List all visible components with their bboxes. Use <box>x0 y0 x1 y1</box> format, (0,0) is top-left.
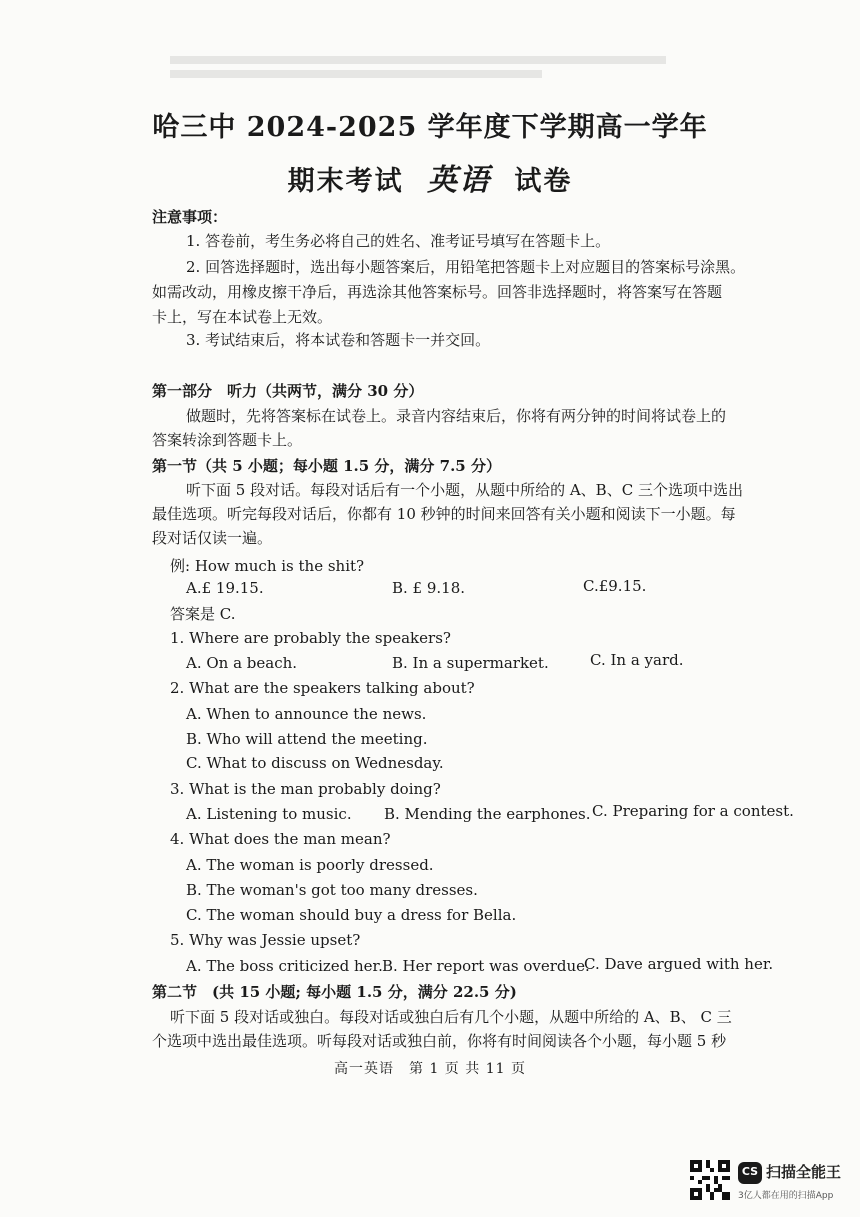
notes-item-1: 1. 答卷前，考生务必将自己的姓名、准考证号填写在答题卡上。 <box>186 232 611 250</box>
q2-option-b: B. Who will attend the meeting. <box>186 730 428 748</box>
section1-heading: 第一节（共 5 小题；每小题 1.5 分，满分 7.5 分） <box>152 457 501 475</box>
q4-option-b: B. The woman's got too many dresses. <box>186 881 478 899</box>
part1-intro-line-1: 做题时，先将答案标在试卷上。录音内容结束后，你将有两分钟的时间将试卷上的 <box>186 407 727 425</box>
example-option-a: A.£ 19.15. <box>186 579 264 597</box>
question-1: 1. Where are probably the speakers? <box>170 629 451 647</box>
scanner-watermark <box>690 1160 850 1204</box>
q4-option-a: A. The woman is poorly dressed. <box>186 856 434 874</box>
notes-item-3: 3. 考试结束后，将本试卷和答题卡一并交回。 <box>186 331 491 349</box>
notes-item-2-line-2: 如需改动，用橡皮擦干净后，再选涂其他答案标号。回答非选择题时，将答案写在答题 <box>152 283 723 301</box>
q5-option-c: C. Dave argued with her. <box>584 955 774 973</box>
q3-option-b: B. Mending the earphones. <box>384 805 591 823</box>
section1-intro-line-2: 最佳选项。听完每段对话后，你都有 10 秒钟的时间来回答有关小题和阅读下一小题。每 <box>152 505 736 523</box>
example-question: 例: How much is the shit? <box>170 557 365 575</box>
q1-option-a: A. On a beach. <box>186 654 298 672</box>
section2-intro-line-1: 听下面 5 段对话或独白。每段对话或独白后有几个小题，从题中所给的 A、B、 C 三 <box>170 1008 732 1026</box>
subtitle-subject: 英语 <box>427 163 491 198</box>
section2-intro-line-2: 个选项中选出最佳选项。听每段对话或独白前，你将有时间阅读各个小题，每小题 5 秒 <box>152 1032 727 1050</box>
section2-heading: 第二节 (共 15 小题; 每小题 1.5 分，满分 22.5 分) <box>152 983 517 1001</box>
page-footer: 高一英语 第 1 页 共 11 页 <box>334 1061 526 1077</box>
bleed-through-text <box>170 50 790 110</box>
section1-intro-line-1: 听下面 5 段对话。每段对话后有一个小题，从题中所给的 A、B、C 三个选项中选出 <box>186 481 743 499</box>
notes-item-2-line-3: 卡上，写在本试卷上无效。 <box>152 308 333 326</box>
question-4: 4. What does the man mean? <box>170 830 391 848</box>
cs-logo-text: CS <box>741 1165 759 1178</box>
scanner-app-name: 扫描全能王 <box>766 1163 842 1181</box>
q1-option-b: B. In a supermarket. <box>392 654 549 672</box>
subtitle-part-a: 期末考试 <box>287 166 404 197</box>
example-answer: 答案是 C. <box>170 605 236 623</box>
exam-title: 哈三中 2024-2025 学年度下学期高一学年 <box>152 112 708 143</box>
q5-option-a: A. The boss criticized her. <box>186 957 383 975</box>
example-option-b: B. £ 9.18. <box>392 579 466 597</box>
subtitle-part-c: 试卷 <box>514 166 573 197</box>
notes-heading: 注意事项： <box>152 208 228 226</box>
notes-item-2-line-1: 2. 回答选择题时，选出每小题答案后，用铅笔把答题卡上对应题目的答案标号涂黑。 <box>186 258 746 276</box>
qr-code-icon <box>690 1160 730 1200</box>
q5-option-b: B. Her report was overdue. <box>382 957 590 975</box>
question-5: 5. Why was Jessie upset? <box>170 931 361 949</box>
q3-option-a: A. Listening to music. <box>186 805 352 823</box>
part1-heading: 第一部分 听力（共两节，满分 30 分） <box>152 382 424 400</box>
q3-option-c: C. Preparing for a contest. <box>592 802 794 820</box>
part1-intro-line-2: 答案转涂到答题卡上。 <box>152 431 303 449</box>
q4-option-c: C. The woman should buy a dress for Bella. <box>186 906 517 924</box>
cs-logo-icon <box>738 1162 762 1184</box>
q2-option-a: A. When to announce the news. <box>186 705 427 723</box>
q2-option-c: C. What to discuss on Wednesday. <box>186 754 444 772</box>
q1-option-c: C. In a yard. <box>590 651 684 669</box>
example-option-c: C.£9.15. <box>583 577 647 595</box>
section1-intro-line-3: 段对话仅读一遍。 <box>152 529 273 547</box>
question-2: 2. What are the speakers talking about? <box>170 679 475 697</box>
question-3: 3. What is the man probably doing? <box>170 780 441 798</box>
exam-subtitle <box>0 155 860 199</box>
scanner-app-tagline: 3亿人都在用的扫描App <box>738 1191 834 1201</box>
